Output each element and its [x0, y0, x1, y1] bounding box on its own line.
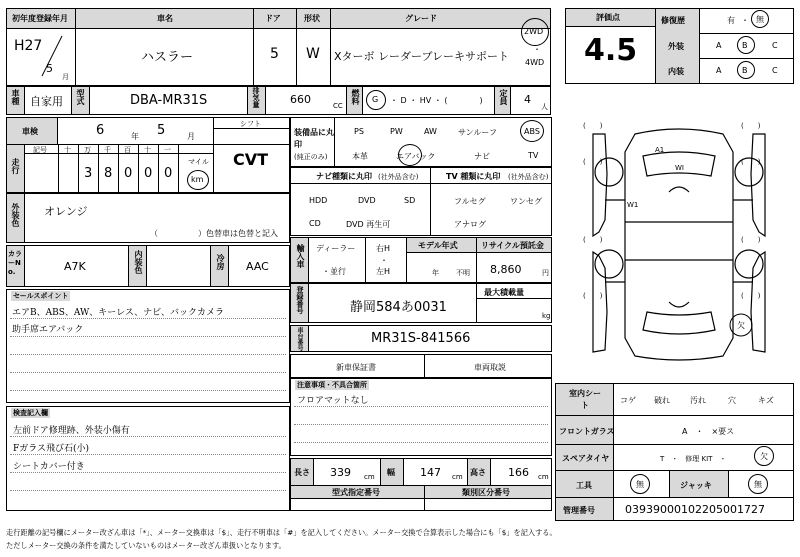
svg-text:( ): ( ) — [741, 122, 761, 130]
tv-label: TV 種類に丸印 — [446, 172, 501, 181]
equipment-label: 装備品に丸印 — [294, 128, 334, 149]
mgmt-label: 管理番号 — [563, 506, 595, 515]
model-label: 型式 — [76, 89, 85, 105]
mileage-digit-4: 0 — [124, 166, 133, 181]
recycle-yen: 円 — [542, 269, 549, 277]
repair-label: 修復歴 — [661, 16, 685, 25]
displacement-label: 排気量 — [252, 87, 260, 108]
jack-label: ジャッキ — [680, 481, 712, 490]
import-left: 左H — [376, 267, 391, 276]
diagram-mark-a1: A1 — [655, 146, 665, 154]
tv-oneseg: ワンセグ — [510, 197, 542, 206]
inspector-line-2: Fガラス飛び石(小) — [13, 444, 89, 454]
unit-man: 万 — [84, 146, 91, 154]
shift-label: シフト — [240, 120, 261, 128]
color-note: （ ）色替車は色替と記入 — [150, 229, 278, 238]
height-cm: cm — [538, 473, 549, 481]
footer-line-2: ただしメーター交換の条件を満たしていないものはメーター改ざん車扱いとなります。 — [6, 541, 286, 550]
interior-b: B — [742, 66, 748, 75]
model-year-unknown: 不明 — [456, 269, 470, 277]
score-value: 4.5 — [584, 33, 638, 68]
svg-text:( ): ( ) — [741, 236, 761, 244]
equip-ps: PS — [354, 127, 364, 136]
reg-year: H27 — [14, 38, 43, 54]
mileage-digit-3: 8 — [104, 166, 113, 181]
color-code: A7K — [64, 260, 86, 273]
fuel-rest: ・ D ・ HV ・ ( ) — [390, 96, 483, 105]
capacity: 4 — [524, 93, 531, 106]
interior-c: C — [772, 66, 778, 75]
length-value: 339 — [330, 466, 351, 479]
tool-value: 無 — [636, 480, 644, 489]
reg-year-label: 初年度登録年月 — [12, 14, 68, 23]
mgmt-value: 03939000102205001727 — [625, 503, 765, 516]
registration-value: 静岡584あ0031 — [350, 300, 447, 315]
inspection-month: 5 — [157, 123, 166, 138]
tool-label: 工具 — [576, 481, 592, 490]
svg-text:( ): ( ) — [741, 158, 761, 166]
inspection-month-unit: 月 — [187, 132, 195, 141]
width-label: 幅 — [387, 468, 395, 477]
drive-4wd: 4WD — [525, 58, 545, 67]
mileage-digit-6: 0 — [164, 166, 173, 181]
length-cm: cm — [364, 473, 375, 481]
unit-ichi: 一 — [164, 146, 171, 154]
chassis-value: MR31S-841566 — [371, 331, 471, 346]
equip-tv: TV — [528, 151, 539, 160]
registration-label: 登録番号 — [296, 286, 304, 314]
equip-navi: ナビ — [474, 152, 490, 161]
inspector-line-1: 左前ドア修理跡、外装小傷有 — [13, 426, 130, 436]
mileage-digit-5: 0 — [144, 166, 153, 181]
capacity-label: 定員 — [499, 89, 508, 105]
import-label: 輸入車 — [296, 244, 305, 268]
navi-sd: SD — [404, 196, 416, 205]
category: 自家用 — [30, 95, 63, 108]
seat-tear: 破れ — [654, 396, 670, 405]
spare-value: T ・ 修理 KIT ・ — [660, 455, 727, 463]
grade-label: グレード — [405, 14, 437, 23]
inspection-label: 車検 — [22, 127, 38, 136]
tv-sub: (社外品含む) — [508, 173, 549, 181]
km-unit: km — [191, 175, 204, 184]
shape: W — [306, 46, 320, 62]
vehicle-manual: 車両取説 — [474, 363, 506, 372]
svg-text:( ): ( ) — [741, 292, 761, 300]
diagram-missing: 欠 — [737, 321, 745, 330]
import-sep: ・ — [380, 256, 388, 265]
exterior-a: A — [716, 41, 722, 50]
grade: Xターボ レーダーブレーキサポート — [334, 50, 510, 63]
fuel-g: G — [372, 95, 379, 104]
svg-text:( ): ( ) — [583, 122, 603, 130]
category-number-label: 類別区分番号 — [462, 488, 510, 497]
import-right: 右H — [376, 244, 391, 253]
max-load-label: 最大積載量 — [484, 288, 524, 297]
height-label: 高さ — [470, 468, 486, 477]
diagram-mark-w1: W1 — [627, 201, 639, 209]
spare-none: 欠 — [760, 452, 768, 461]
seat-hole: 穴 — [728, 396, 736, 405]
shift: CVT — [233, 150, 269, 169]
ac-label: 冷房 — [216, 254, 225, 270]
displacement: 660 — [290, 93, 311, 106]
notes-label: 注意事項・不具合箇所 — [297, 381, 367, 389]
warranty-table — [290, 354, 552, 378]
model-year-unit: 年 — [432, 269, 439, 277]
length-label: 長さ — [294, 468, 310, 477]
unit-ju-man: 十 — [64, 146, 71, 154]
svg-text:( ): ( ) — [583, 236, 603, 244]
import-parallel-text: 並行 — [330, 267, 346, 276]
repair-yes: 有 — [727, 16, 735, 25]
diagram-mark-wi: WI — [675, 164, 684, 172]
max-load-kg: kg — [542, 312, 551, 320]
height-value: 166 — [508, 466, 529, 479]
mileage-digit-2: 3 — [84, 166, 93, 181]
equipment-sublabel: (純正のみ) — [294, 153, 328, 161]
equip-airbag: エアバック — [396, 152, 436, 161]
ac-value: AAC — [246, 260, 269, 273]
car-name-label: 車名 — [157, 14, 173, 23]
equip-aw: AW — [424, 127, 437, 136]
approval-label-bg — [291, 486, 551, 498]
chassis-label: 車台番号 — [296, 327, 303, 351]
svg-text:( ): ( ) — [583, 292, 603, 300]
navi-label: ナビ種類に丸印 — [316, 172, 372, 181]
footer-line-1: 走行距離の記号欄にメーター改ざん車は「*」、メーター交換車は「$」、走行不明車は「#」を記入してください。メーター交換で合算表示した場合にも「$」を記入する。 — [6, 528, 557, 537]
mile-label: マイル — [188, 158, 209, 166]
spare-label: スペアタイヤ — [562, 454, 610, 463]
unit-hyaku: 百 — [124, 146, 131, 154]
inspector-line-3: シートカバー付き — [13, 462, 85, 472]
sales-point-line-1: エアB、ABS、AW、キーレス、ナビ、バックカメラ — [12, 308, 225, 318]
color-code-label: カラーNo. — [8, 250, 22, 276]
drive-dot: ・ — [533, 45, 541, 54]
car-diagram — [565, 112, 794, 372]
mileage-label: 走行 — [11, 158, 20, 174]
equip-sunroof: サンルーフ — [458, 128, 497, 137]
width-value: 147 — [420, 466, 441, 479]
repair-sep: ・ — [741, 16, 749, 25]
new-warranty: 新車保証書 — [336, 363, 376, 372]
inspection-year: 6 — [96, 123, 105, 138]
type-approval-label: 型式指定番号 — [332, 488, 380, 497]
width-cm: cm — [452, 473, 463, 481]
car-name: ハスラー — [141, 50, 194, 65]
sales-point-line-2: 助手席エアバック — [12, 325, 84, 335]
mark-label: 記号 — [33, 146, 47, 154]
tv-analog: アナログ — [454, 220, 486, 229]
cc-unit: CC — [333, 102, 343, 110]
navi-dvd-play: DVD 再生可 — [346, 220, 391, 229]
seat-scratch: キズ — [758, 396, 774, 405]
seat-burn: コゲ — [620, 396, 636, 405]
notes-value: フロアマットなし — [297, 396, 369, 406]
interior-a: A — [716, 66, 722, 75]
navi-sub: (社外品含む) — [378, 173, 419, 181]
recycle-value: 8,860 — [490, 263, 522, 276]
fuel-label: 燃料 — [351, 89, 360, 105]
interior-label: 内装 — [668, 67, 684, 76]
glass-label: フロントガラス — [559, 427, 615, 436]
category-label: 車種 — [11, 89, 20, 105]
interior-color-label: 内装色 — [134, 250, 143, 274]
model: DBA-MR31S — [130, 93, 208, 108]
capacity-unit: 人 — [541, 103, 548, 111]
equip-pw: PW — [390, 127, 403, 136]
import-dealer: ディーラー — [316, 244, 356, 253]
exterior-label: 外装 — [668, 42, 684, 51]
glass-value: A ・ ×要ス — [682, 427, 735, 436]
sales-points-label: セールスポイント — [13, 292, 69, 300]
navi-dvd: DVD — [358, 196, 376, 205]
repair-no: 無 — [756, 15, 764, 24]
drive-2wd: 2WD — [524, 27, 544, 36]
score-label: 評価点 — [596, 13, 620, 22]
model-year-label: モデル年式 — [418, 241, 458, 250]
color-label: 外装色 — [11, 203, 20, 227]
unit-sen: 千 — [104, 146, 111, 154]
doors: 5 — [270, 46, 279, 62]
reg-month: 5 — [46, 62, 53, 75]
svg-text:( ): ( ) — [583, 158, 603, 166]
seat-label: 室内シート — [569, 389, 601, 410]
equip-abs: ABS — [524, 127, 540, 136]
seat-stain: 汚れ — [690, 396, 706, 405]
navi-hdd: HDD — [309, 196, 328, 205]
recycle-label: リサイクル預託金 — [481, 241, 544, 250]
shape-label: 形状 — [304, 14, 320, 23]
reg-month-unit: 月 — [62, 73, 69, 81]
navi-cd: CD — [309, 219, 321, 228]
color-value: オレンジ — [44, 205, 88, 218]
equip-leather: 本革 — [352, 152, 368, 161]
jack-value: 無 — [754, 480, 762, 489]
tv-fullseg: フルセグ — [454, 197, 486, 206]
inspector-label: 検査記入欄 — [13, 409, 48, 417]
import-parallel: ・並行 — [322, 267, 346, 276]
exterior-c: C — [772, 41, 778, 50]
exterior-b: B — [742, 41, 748, 50]
door-label: ドア — [265, 14, 281, 23]
inspection-year-unit: 年 — [131, 132, 139, 141]
unit-ju: 十 — [144, 146, 151, 154]
